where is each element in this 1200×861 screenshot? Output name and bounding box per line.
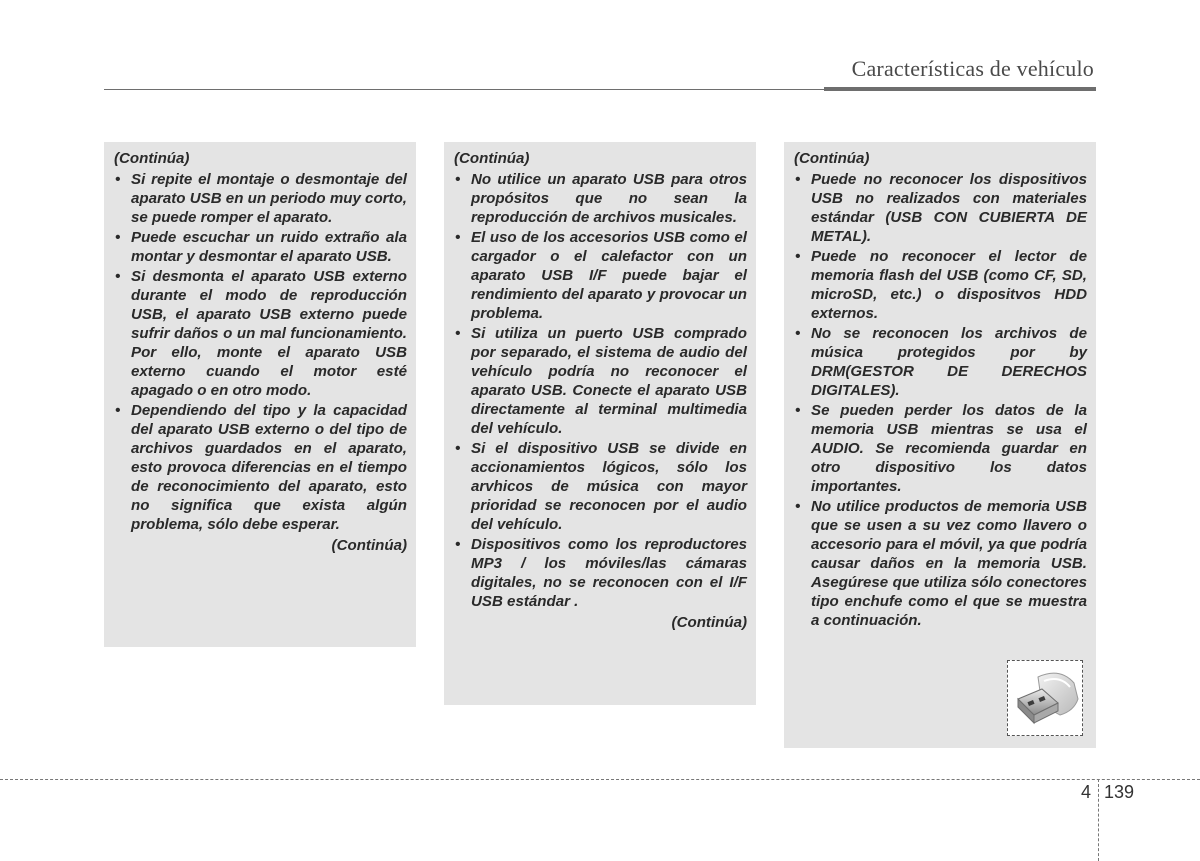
- note-box-3: [784, 142, 1096, 748]
- usb-connector-illustration: [1007, 660, 1083, 736]
- list-item: • No utilice un aparato USB para otros propósitos que no sean la reproducción de archivos musicales.: [454, 170, 747, 227]
- usb-plug-icon: [1008, 661, 1082, 735]
- list-item: • Dispositivos como los reproductores MP3 / los móviles/las cámaras digitales, no se reconocen con el I/F USB estándar .: [454, 535, 747, 611]
- continued-label: (Continúa): [114, 150, 190, 167]
- continued-label: (Continúa): [794, 150, 870, 167]
- note-box-1: [104, 142, 416, 647]
- list-item: • Si el dispositivo USB se divide en accionamientos lógicos, sólo los arvhicos de música con mayor prioridad se reconocen por el audio del vehículo.: [454, 439, 747, 534]
- list-item: • El uso de los accesorios USB como el cargador o el calefactor con un aparato USB I/F puede bajar el rendimiento del aparato y provocar un problema.: [454, 228, 747, 323]
- continued-label: (Continúa): [671, 614, 747, 631]
- list-item: • Si utiliza un puerto USB comprado por separado, el sistema de audio del vehículo podría no reconocer el aparato USB. Conecte el aparato USB directamente al terminal multimedia del vehículo.: [454, 324, 747, 438]
- list-item: • Dependiendo del tipo y la capacidad del aparato USB externo o del tipo de archivos guardados en el aparato, esto provoca diferencias en el tiempo de reconocimiento del aparato, esto no significa que exista algún problema, sólo debe esperar.: [114, 401, 407, 534]
- footer-divider: [1098, 779, 1099, 861]
- list-item: • Puede no reconocer los dispositivos USB no realizados con materiales estándar (USB CON CUBIERTA DE METAL).: [794, 170, 1087, 246]
- chapter-number: 4: [1081, 782, 1092, 802]
- list-item: • Si repite el montaje o desmontaje del aparato USB en un periodo muy corto, se puede romper el aparato.: [114, 170, 407, 227]
- list-item: • Si desmonta el aparato USB externo durante el modo de reproducción USB, el aparato USB externo puede sufrir daños o un mal funcionamiento. Por ello, monte el aparato USB externo cuando el motor esté apagado o en otro modo.: [114, 267, 407, 400]
- continued-label: (Continúa): [331, 537, 407, 554]
- list-item: • No se reconocen los archivos de música protegidos por by DRM(GESTOR DE DERECHOS DIGITALES).: [794, 324, 1087, 400]
- list-item: • Puede escuchar un ruido extraño ala montar y desmontar el aparato USB.: [114, 228, 407, 266]
- page-number: 139: [1104, 782, 1135, 802]
- bullet-list: [114, 170, 407, 534]
- continued-label: (Continúa): [454, 150, 530, 167]
- page-header-title: Características de vehículo: [851, 56, 1094, 81]
- bullet-list: [454, 170, 747, 611]
- footer-rule: [0, 779, 1200, 780]
- list-item: • No utilice productos de memoria USB que se usen a su vez como llavero o accesorio para el móvil, ya que podría causar daños en la memoria USB. Asegúrese que utiliza sólo conectores tipo enchufe como el que se muestra a continuación.: [794, 497, 1087, 630]
- bullet-list: [794, 170, 1087, 630]
- header-rule-accent: [824, 87, 1096, 91]
- note-box-2: [444, 142, 756, 705]
- list-item: • Se pueden perder los datos de la memoria USB mientras se usa el AUDIO. Se recomienda guardar en otro dispositivo los datos importantes.: [794, 401, 1087, 496]
- list-item: • Puede no reconocer el lector de memoria flash del USB (como CF, SD, microSD, etc.) o dispositvos HDD externos.: [794, 247, 1087, 323]
